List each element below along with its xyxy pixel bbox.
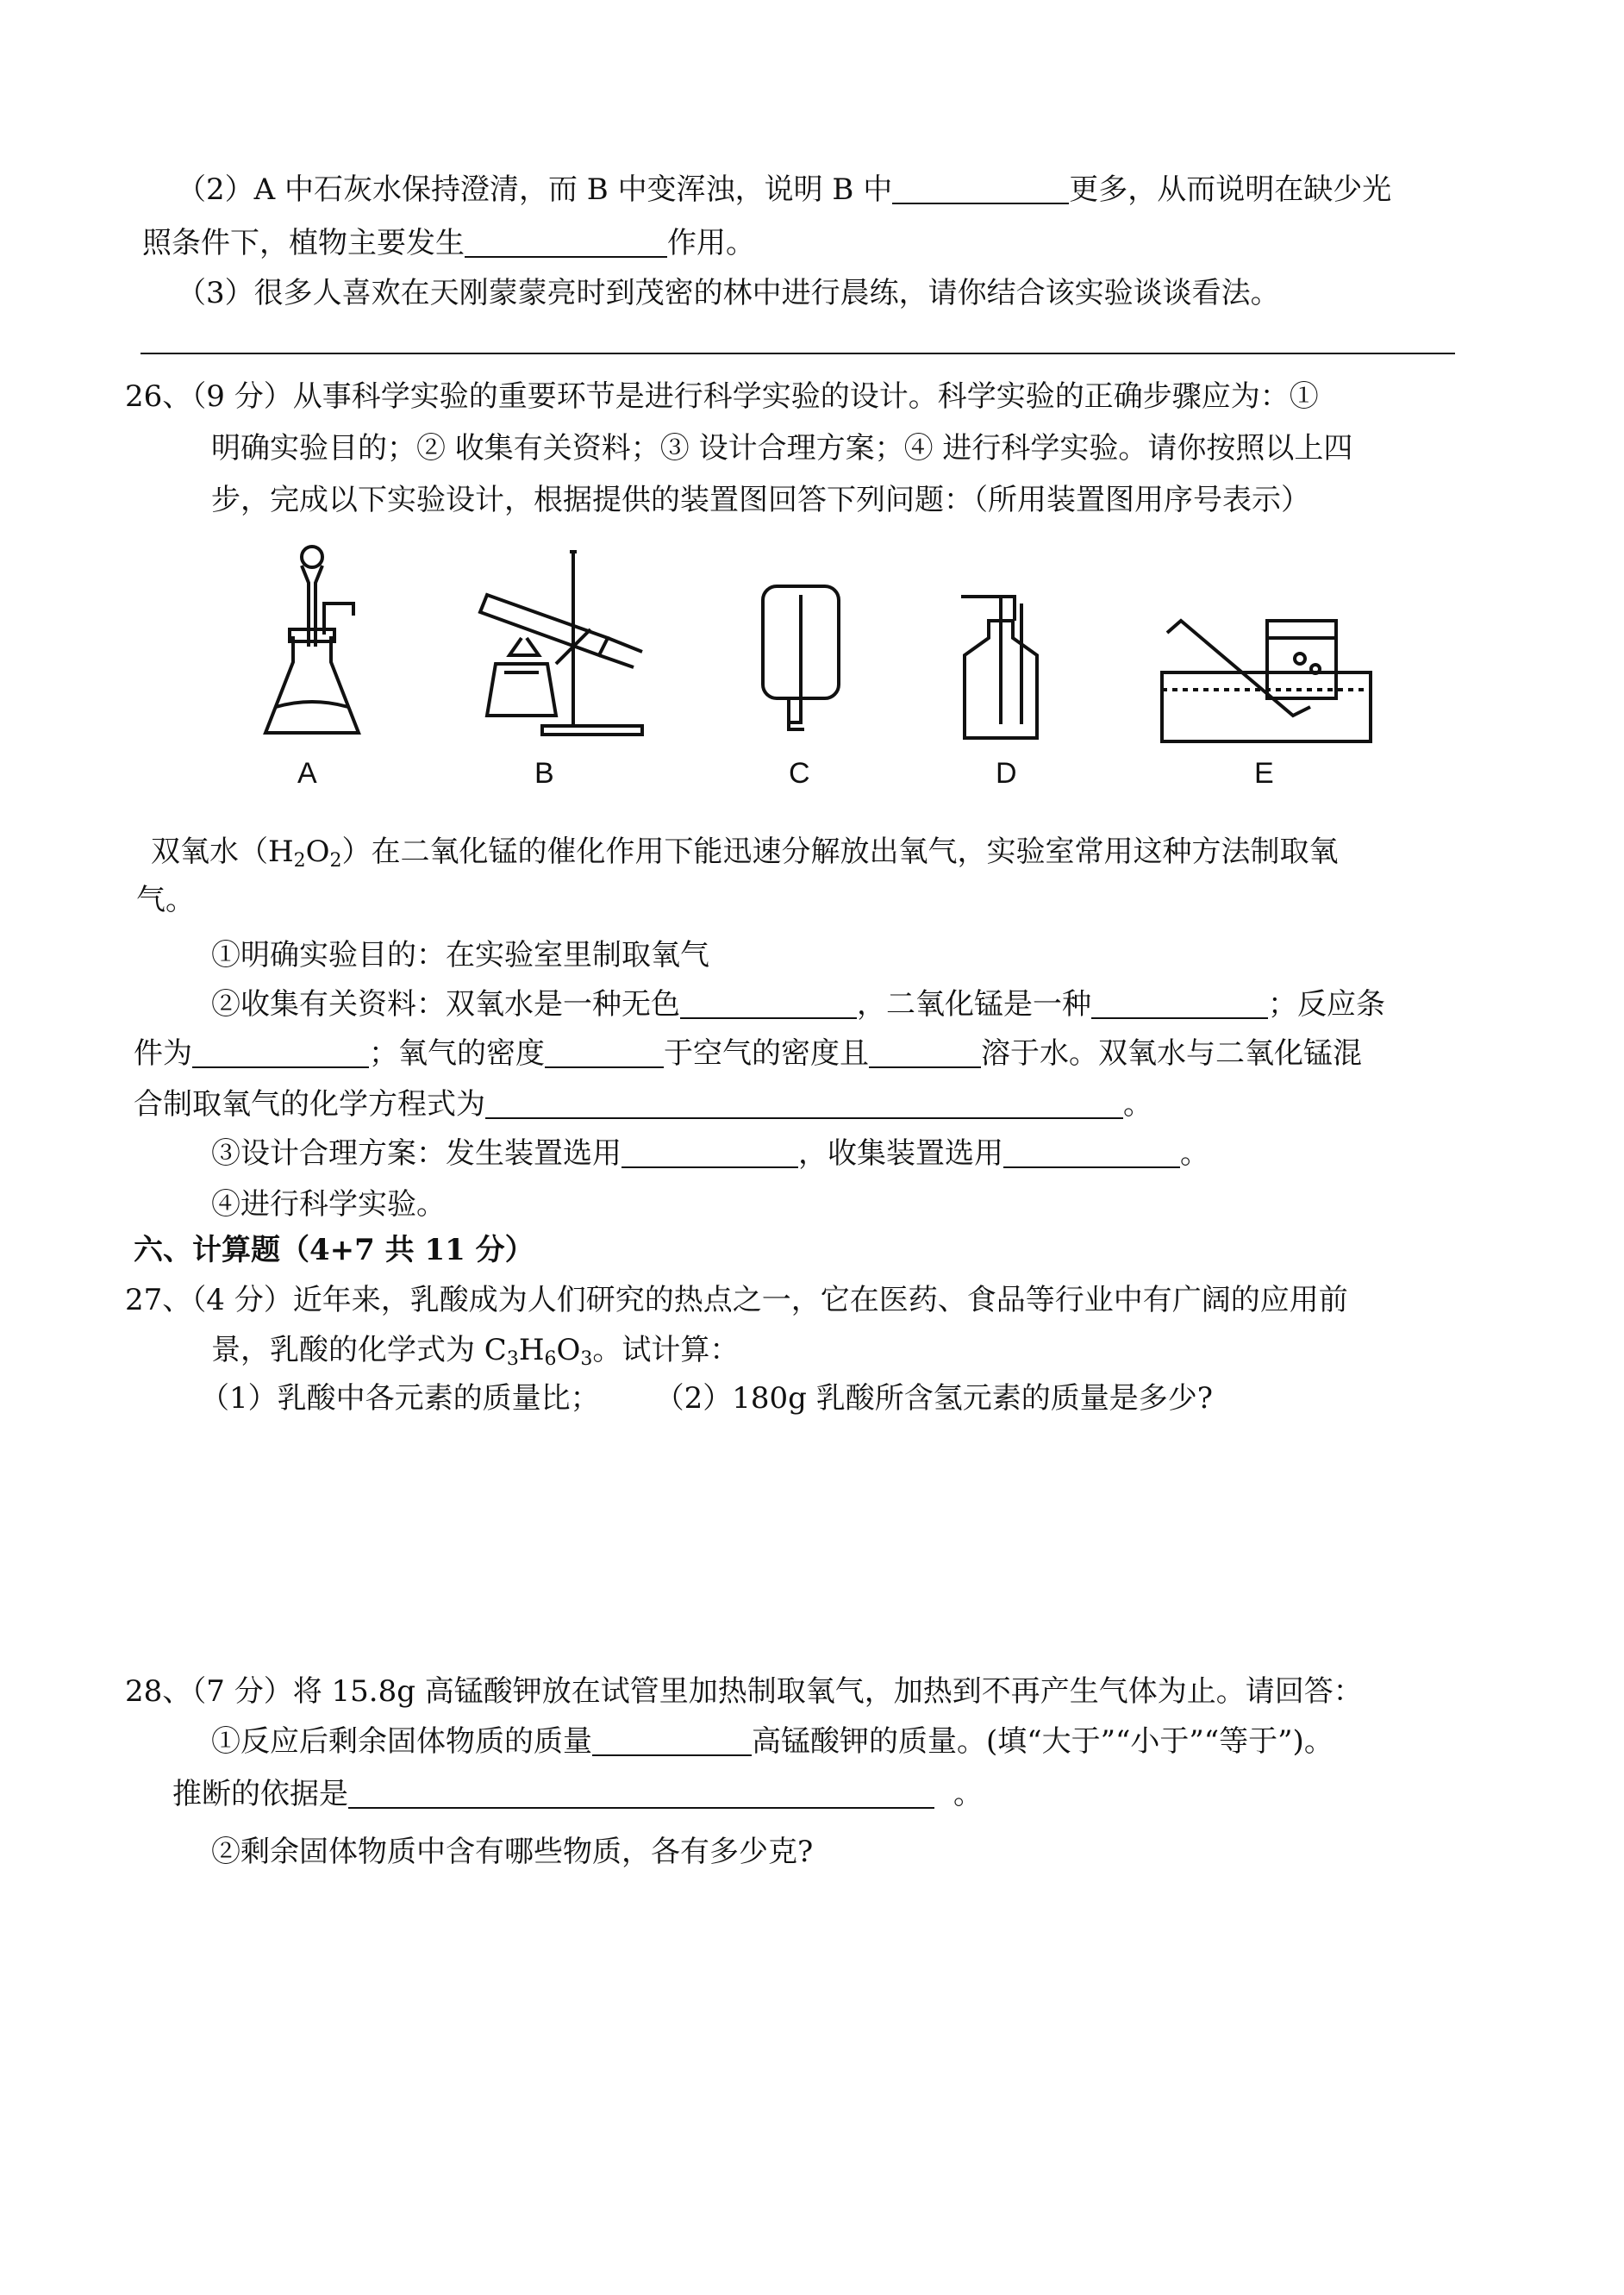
- apparatus-label-d: D: [996, 757, 1017, 790]
- q28-line4: ②剩余固体物质中含有哪些物质，各有多少克?: [211, 1835, 814, 1869]
- q25-part3: （3）很多人喜欢在天刚蒙蒙亮时到茂密的林中进行晨练，请你结合该实验谈谈看法。: [177, 276, 1280, 310]
- apparatus-b-heating-icon: [470, 543, 668, 750]
- apparatus-label-c: C: [789, 757, 810, 790]
- section-heading: 六、计算题（4+7 共 11 分）: [134, 1233, 534, 1267]
- q26-intro-line3: 步，完成以下实验设计，根据提供的装置图回答下列问题：（所用装置图用序号表示）: [211, 483, 1310, 517]
- answer-blank[interactable]: [465, 227, 667, 258]
- answer-blank[interactable]: [348, 1778, 934, 1809]
- step2-line2: 件为 ；氧气的密度 于空气的密度且 溶于水。双氧水与二氧化锰混: [134, 1036, 1362, 1071]
- answer-blank[interactable]: [892, 173, 1069, 204]
- answer-blank[interactable]: [192, 1037, 369, 1068]
- apparatus-d-gas-jar-icon: [953, 586, 1056, 750]
- equation-blank[interactable]: [485, 1088, 1123, 1119]
- step3: ③设计合理方案：发生装置选用 ，收集装置选用 。: [211, 1136, 1209, 1171]
- answer-blank[interactable]: [869, 1037, 981, 1068]
- step4: ④进行科学实验。: [211, 1187, 446, 1222]
- apparatus-label-a: A: [297, 757, 317, 790]
- answer-blank[interactable]: [621, 1137, 798, 1168]
- step2-line1: ②收集有关资料：双氧水是一种无色 ，二氧化锰是一种 ；反应条: [211, 987, 1385, 1022]
- h2o2-intro-line1: 双氧水$(H_2O_2)$在二氧化锰的催化作用下能迅速分解放出氧气，实验室常用这种方法制取氧: [151, 835, 1339, 872]
- q28-line1: 28、（7 分）将 15.8g 高锰酸钾放在试管里加热制取氧气，加热到不再产生气体为止。请回答：: [125, 1674, 1363, 1709]
- answer-blank[interactable]: [1091, 988, 1268, 1019]
- q27-line3: （1）乳酸中各元素的质量比； （2）180g 乳酸所含氢元素的质量是多少?: [200, 1381, 1213, 1416]
- q25-part2-line1: （2）A 中石灰水保持澄清，而 B 中变浑浊，说明 B 中 更多，从而说明在缺少光: [177, 172, 1392, 207]
- h2o2-intro-line2: 气。: [136, 883, 195, 917]
- answer-line[interactable]: [141, 353, 1455, 354]
- apparatus-e-water-trough-icon: [1155, 595, 1379, 750]
- q25-part2-line2: 照条件下，植物主要发生 作用。: [142, 226, 755, 260]
- q26-intro-line1: 26、（9 分）从事科学实验的重要环节是进行科学实验的设计。科学实验的正确步骤应为：①: [125, 379, 1319, 414]
- apparatus-a-flask-icon: [259, 543, 379, 750]
- answer-blank[interactable]: [592, 1725, 752, 1756]
- answer-blank[interactable]: [1003, 1137, 1180, 1168]
- q27-line2: 景，乳酸的化学式为 $C_3H_6O_3$。试计算：: [211, 1333, 740, 1370]
- step1: ①明确实验目的：在实验室里制取氧气: [211, 938, 709, 972]
- answer-blank[interactable]: [545, 1037, 664, 1068]
- q28-line2: ①反应后剩余固体物质的质量 高锰酸钾的质量。(填“大于”“小于”“等于”)。: [211, 1724, 1334, 1759]
- q26-intro-line2: 明确实验目的；② 收集有关资料；③ 设计合理方案；④ 进行科学实验。请你按照以上四: [211, 431, 1353, 466]
- q27-line1: 27、（4 分）近年来，乳酸成为人们研究的热点之一，它在医药、食品等行业中有广阔的应用前: [125, 1283, 1348, 1317]
- q28-line3: 推断的依据是 。: [172, 1777, 983, 1811]
- apparatus-label-b: B: [534, 757, 554, 790]
- step2-line3: 合制取氧气的化学方程式为 。: [134, 1087, 1152, 1122]
- answer-blank[interactable]: [680, 988, 857, 1019]
- apparatus-c-inverted-bottle-icon: [754, 578, 849, 741]
- apparatus-label-e: E: [1254, 757, 1274, 790]
